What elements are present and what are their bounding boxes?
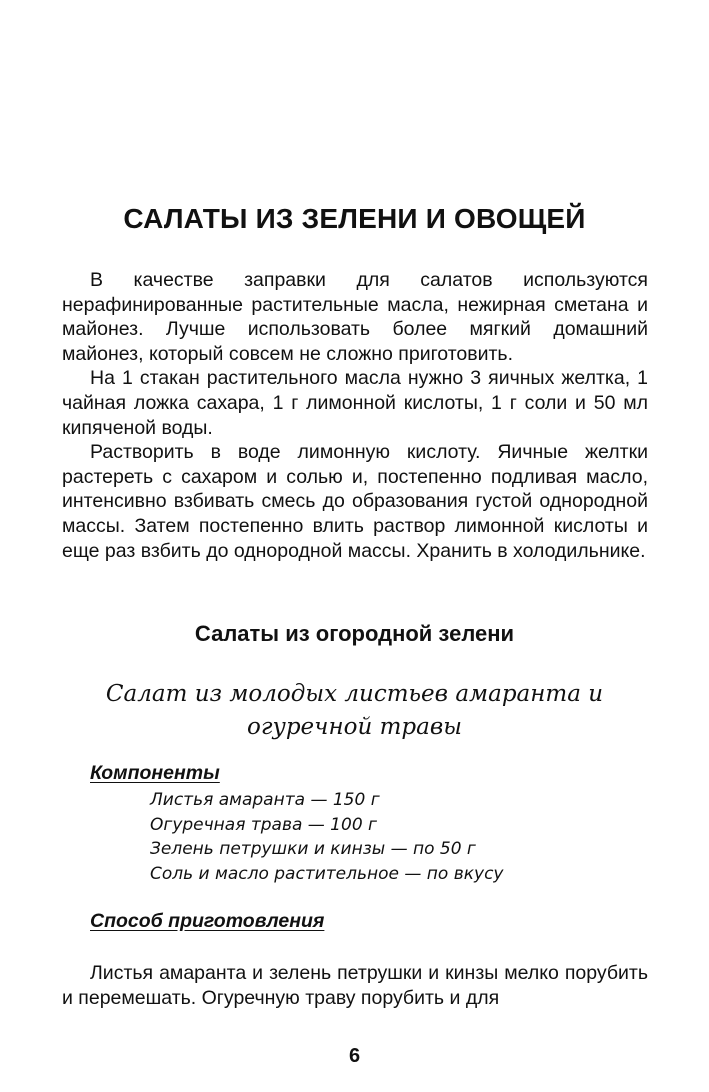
recipe-title-line-1: Салат из молодых листьев амаранта и xyxy=(105,681,604,707)
intro-paragraph-method: Растворить в воде лимонную кислоту. Яичные желтки растереть с сахаром и солью и, постепенно подливая масло, интенсивно взбивать смесь до образования густой однородной массы. Затем постепенно влить раствор лимонной кислоты и еще раз взбить до однородной массы. Хранить в холодильнике. xyxy=(62,441,648,562)
method-text-block xyxy=(62,961,648,1010)
ingredient-item: Зелень петрушки и кинзы — по 50 г xyxy=(150,839,476,859)
ingredient-item: Листья амаранта — 150 г xyxy=(150,790,380,810)
components-heading: Компоненты xyxy=(90,762,220,784)
ingredient-item: Соль и масло растительное — по вкусу xyxy=(150,863,504,884)
recipe-title-line-2: огуречной травы xyxy=(247,714,462,740)
method-heading: Способ приготовления xyxy=(90,910,325,932)
intro-text xyxy=(62,268,648,563)
ingredient-item: Огуречная трава — 100 г xyxy=(150,814,377,835)
section-title: Салаты из огородной зелени xyxy=(194,621,515,646)
recipe-title xyxy=(60,678,649,744)
intro-paragraph-proportions: На 1 стакан растительного масла нужно 3 яичных желтка, 1 чайная ложка сахара, 1 г лимонной кислоты, 1 г соли и 50 мл кипяченой воды. xyxy=(62,367,648,439)
chapter-title: САЛАТЫ ИЗ ЗЕЛЕНИ И ОВОЩЕЙ xyxy=(123,203,586,234)
intro-paragraph-mayonnaise: В качестве заправки для салатов используются нерафинированные растительные масла, нежирная сметана и майонез. Лучше использовать более мягкий домашний майонез, который совсем не сложно приготовить. xyxy=(62,269,648,365)
ingredient-list xyxy=(150,788,503,886)
method-paragraph: Листья амаранта и зелень петрушки и кинзы мелко порубить и перемешать. Огуречную траву порубить и для xyxy=(62,962,648,1009)
page-number: 6 xyxy=(348,1045,361,1067)
